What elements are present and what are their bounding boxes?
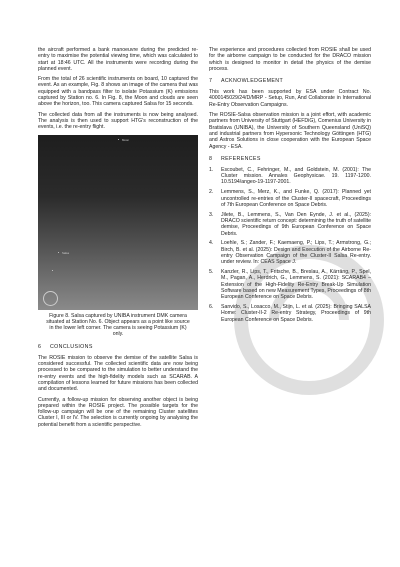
salsa-point bbox=[58, 252, 59, 253]
paragraph: Currently, a follow-up mission for observing another object is being prepared within the ROSIE project. The possible targets for the follow-up campaign will be one of the remaining Cluster satellites Cluster I, III or IV. The selection is currently ongoing by analysing the potential benefit from a scientific perspective. bbox=[38, 396, 198, 428]
section-heading-acknowledgement bbox=[209, 78, 371, 84]
section-heading-conclusions bbox=[38, 344, 198, 350]
reference-item bbox=[209, 240, 371, 265]
moon-point bbox=[118, 139, 119, 140]
paragraph: The experience and procedures collected from ROSIE shall be used for the airborne campaign to be conducted for the DRACO mission which is designed to monitor in detail the physics of the demise process. bbox=[209, 47, 371, 72]
institution-seal-icon bbox=[43, 291, 58, 306]
reference-number: 4. bbox=[209, 240, 214, 247]
paragraph: This work has been supported by ESA under Contract No. 4000145029/24/D/MRP - Setup, Run, And Collaborate in International Re-Entry Observation Campaigns. bbox=[209, 89, 371, 108]
paragraph: The ROSIE-Salsa observation mission is a joint effort, with academic partners from University of Stuttgart (HEFDiG), Comenius University in Bratislava (UNIBA), the University of Southern Queensland (UniSQ) and industrial partners from Hypersonic Technology Göttingen (HTG) and Astros Solutions in close cooperation with the European Space Agency - ESA. bbox=[209, 112, 372, 150]
right-column bbox=[209, 47, 371, 326]
reference-item bbox=[209, 269, 371, 300]
reference-item bbox=[209, 304, 371, 323]
section-number: 8 bbox=[209, 155, 213, 162]
paragraph: The ROSIE mission to observe the demise of the satellite Salsa is considered successful. The collected scientific data are now being processed to be compared to the simulation to better understand the re-entry events and the high-fidelity models such as SCARAB. A compilation of lessons learned for future missions has been collected and documented. bbox=[38, 354, 198, 393]
section-number: 6 bbox=[38, 343, 42, 350]
reference-text: Sanvido, S., Losacco, M., Stijn, L. et al. (2025): Bringing SALSA Home: Cluster-II-2 Re-entry Strategy, Proceedings of 9th European Conference on Space Debris. bbox=[221, 304, 371, 323]
reference-number: 5. bbox=[209, 269, 214, 276]
section-heading-references bbox=[209, 156, 371, 162]
reference-text: Jilete, B., Lemmens, S., Van Den Eynde, J. et al., (2025): DRACO scientific return concept: determining the truth of satellite demise, Proceedings of 9th European Conference on Space Debris. bbox=[221, 211, 371, 237]
reference-text: Loehle, S.; Zander, F.; Kaemaeng, P.; Lips, T.; Armstrong, G.; Birch, B. et al. (2025): Design and Execution of the Airborne Re-entry Observation Campaign of the Cluster-II Salsa Re-entry. under review. In: CEAS Space J. bbox=[221, 240, 371, 266]
reference-number: 2. bbox=[209, 189, 214, 196]
salsa-label: Salsa bbox=[62, 250, 69, 255]
reference-number: 1. bbox=[209, 166, 214, 173]
reference-item bbox=[209, 212, 371, 237]
left-column bbox=[38, 47, 198, 432]
figure-8-image bbox=[38, 135, 198, 310]
reference-text: Kanzler, R., Lips, T., Fritsche, B., Breslau, A., Kärräng, P., Spel, M., Pagan, A., Herdrich, G., Lemmens, S. (2021): SCARAB4 – Extension of the High-Fidelity Re-Entry Break-Up Simulation Software based on new Measurement Types, Proceedings of 8th European Conference on Space Debris. bbox=[221, 269, 371, 301]
paragraph: From the total of 26 scientific instruments on board, 10 captured the event. As an example, Fig. 8 shows an image of the camera that was equipped with a bandpass filter to isolate Potassium (K) emissions captured by Station no. 6. In Fig. 8, the Moon and clouds are seen above the horizon, too. This camera captured Salsa for 15 seconds. bbox=[38, 76, 198, 108]
reference-number: 3. bbox=[209, 211, 214, 218]
reference-text: Escoubet, C., Fehringer, M., and Goldstein, M. (2001): The Cluster mission. Annales Geophysicae. 19. 1197-1200. 10.5194/angeo-19-1197-2001. bbox=[221, 166, 371, 186]
moon-label: Moon bbox=[122, 137, 129, 142]
section-title: ACKNOWLEDGEMENT bbox=[221, 78, 284, 85]
section-number: 7 bbox=[209, 78, 213, 85]
section-title: CONCLUSIONS bbox=[50, 343, 93, 350]
star-point bbox=[52, 270, 53, 271]
reference-item bbox=[209, 189, 371, 208]
paragraph: The collected data from all the instruments is now being analysed. The analysis is then used to support HTG's reconstruction of the events, i.e. the re-entry flight. bbox=[38, 111, 198, 131]
paragraph: the aircraft performed a bank manoeuvre during the predicted re-entry to maximise the potential viewing time, which was calculated to start at 18:46 UTC. All the instruments were recording during the planned event. bbox=[38, 47, 198, 72]
figure-caption: Figure 8. Salsa captured by UNIBA instrument DMK camera situated at Station No. 6. Object appears as a point like source in the lower left corner. The camera is seeing Potassium (K) only. bbox=[46, 312, 190, 338]
section-title: REFERENCES bbox=[221, 155, 261, 162]
reference-item bbox=[209, 167, 371, 186]
reference-list bbox=[209, 167, 371, 323]
reference-text: Lemmens, S., Merz, K., and Funke, Q. (2017): Planned yet uncontrolled re-entries of the Cluster-II spacecraft, Proceedings of 7th European Conference on Space Debris. bbox=[221, 189, 371, 208]
reference-number: 6. bbox=[209, 304, 214, 310]
